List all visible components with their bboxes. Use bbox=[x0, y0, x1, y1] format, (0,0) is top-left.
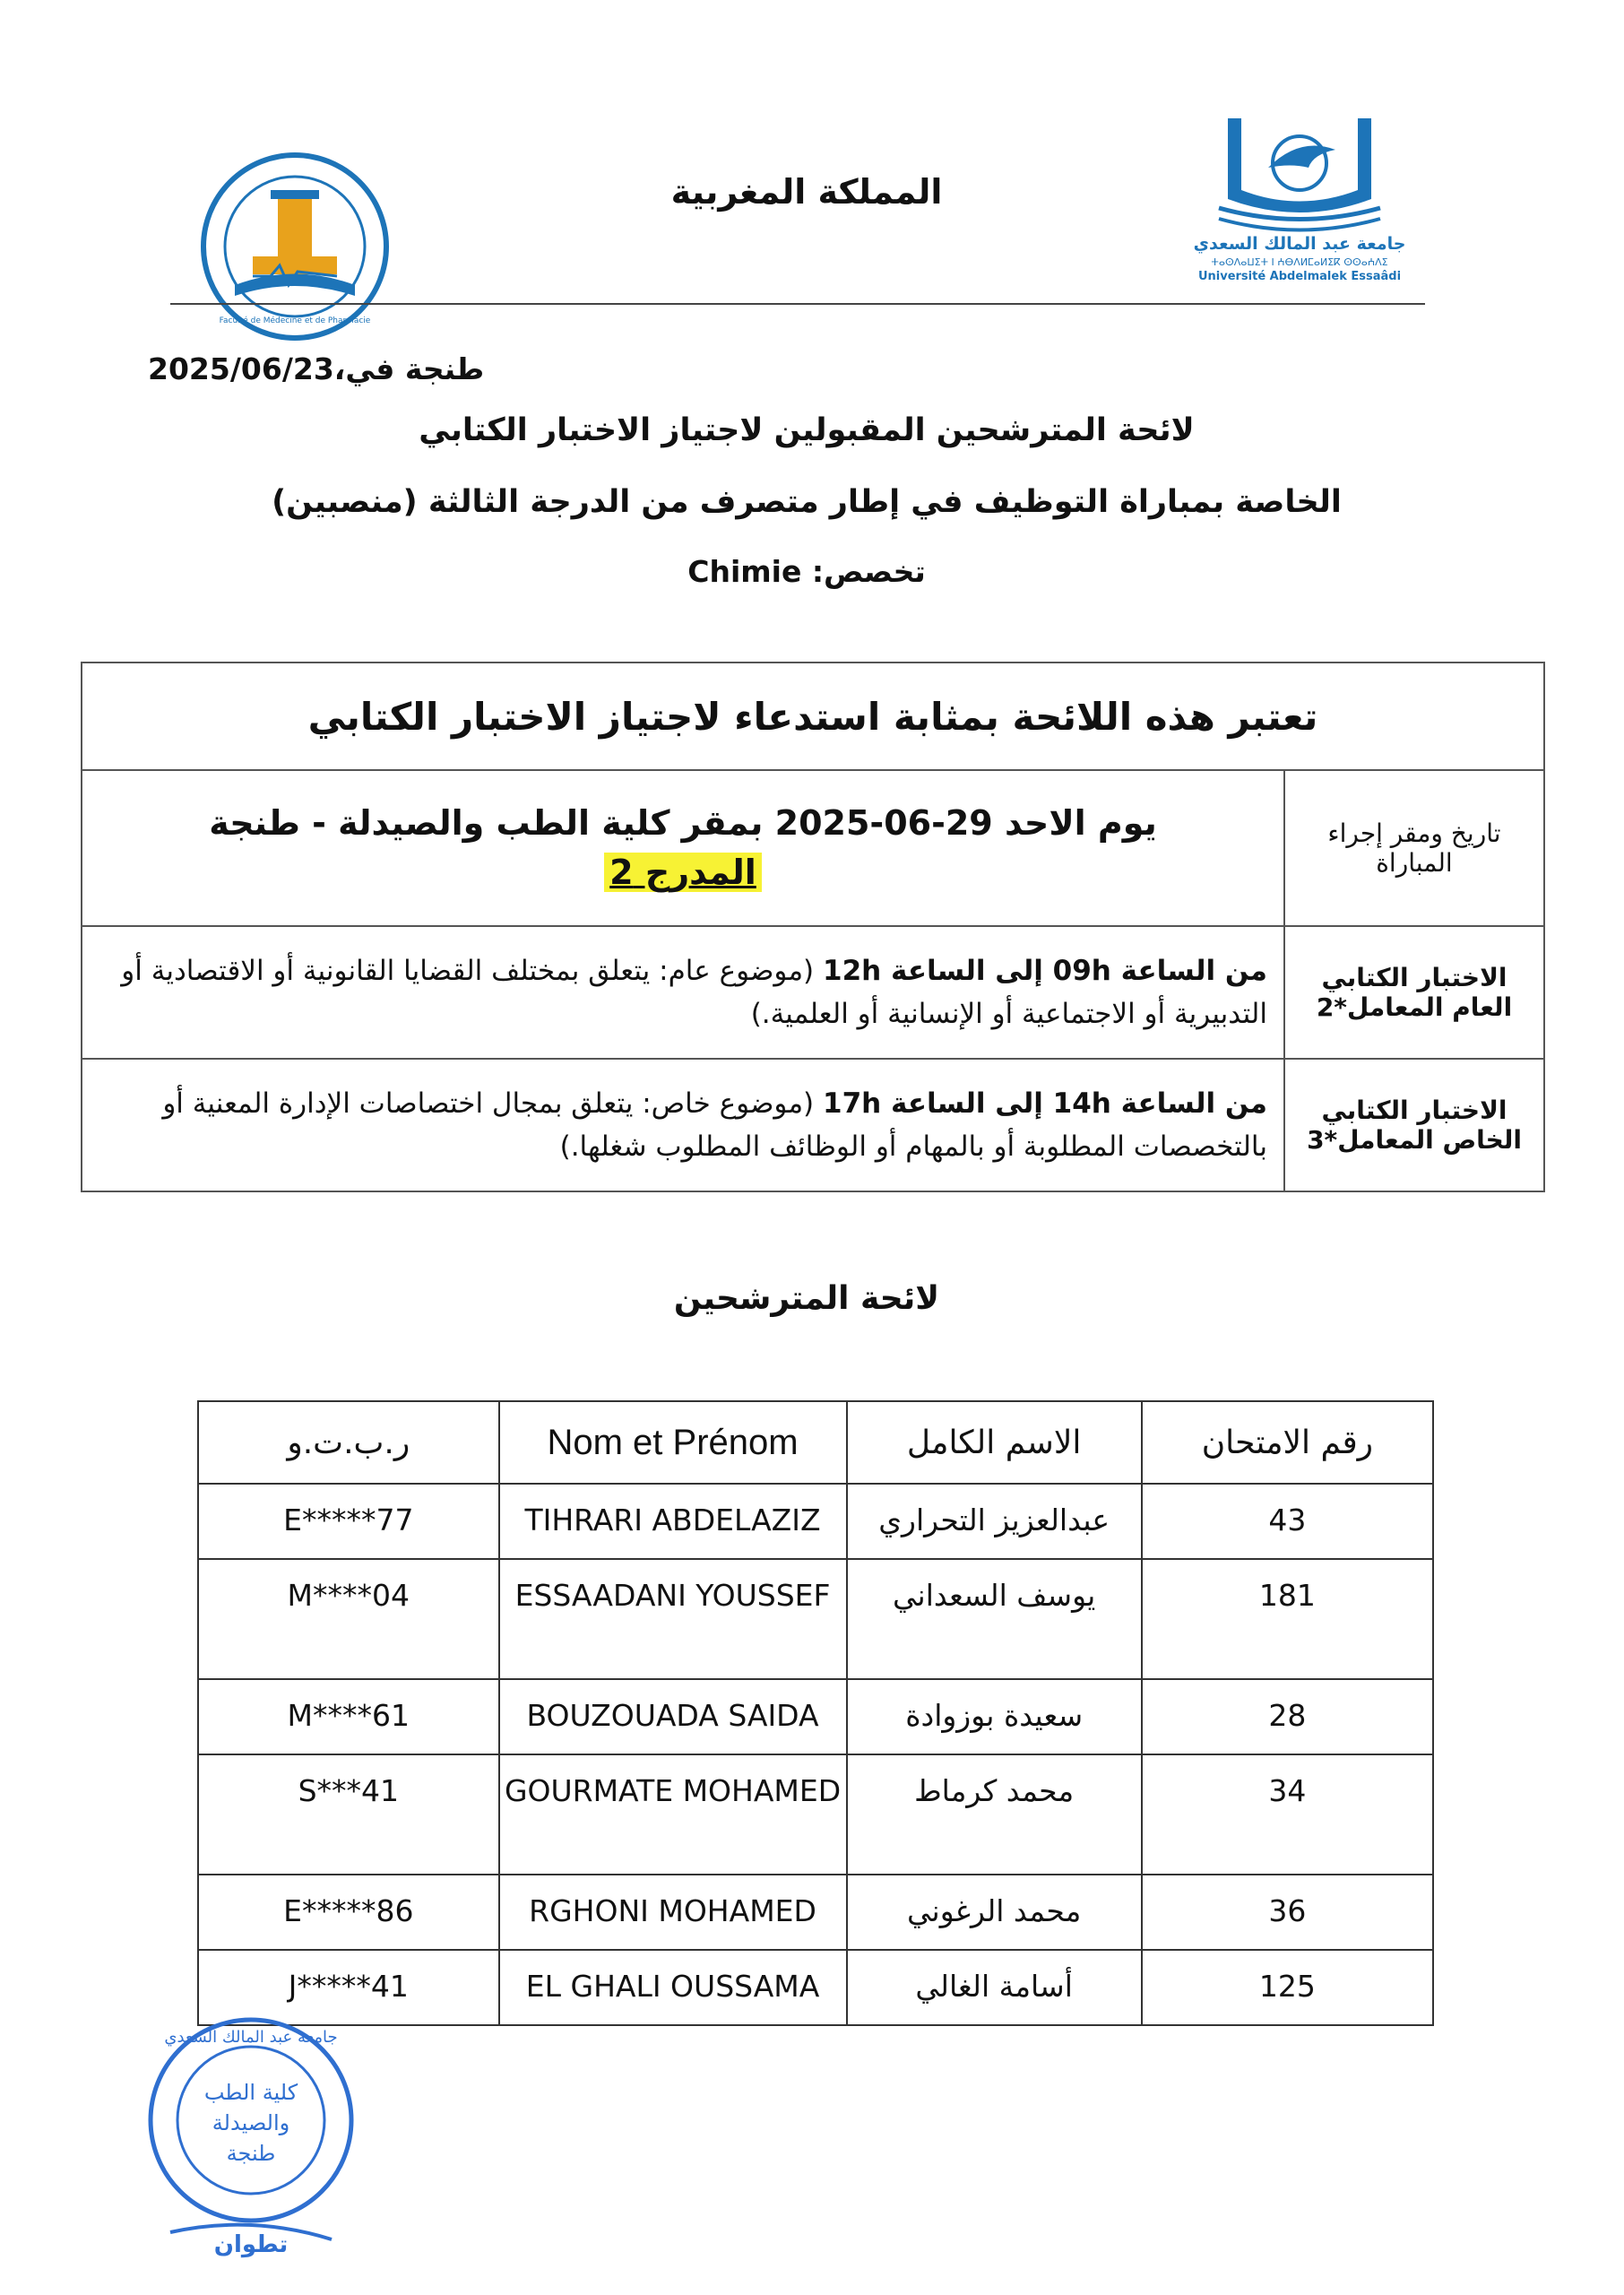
id-number: J*****41 bbox=[198, 1950, 499, 2025]
exam-info-table bbox=[81, 662, 1545, 1192]
id-number: S***41 bbox=[198, 1754, 499, 1875]
official-stamp bbox=[134, 2008, 367, 2268]
special-exam-cell bbox=[82, 1059, 1284, 1191]
column-header-id-number: ر.ب.ت.و bbox=[198, 1401, 499, 1484]
name-french: RGHONI MOHAMED bbox=[499, 1875, 847, 1950]
id-number: E*****77 bbox=[198, 1484, 499, 1559]
id-number: M****61 bbox=[198, 1679, 499, 1754]
table-row bbox=[198, 1950, 1433, 2025]
name-arabic: يوسف السعداني bbox=[847, 1559, 1142, 1679]
candidates-heading: لائحة المترشحين bbox=[673, 1280, 940, 1317]
special-exam-description: (موضوع خاص: يتعلق بمجال اختصاصات الإدارة المعنية أو بالتخصصات المطلوبة أو بالمهام أو الوظائف المطلوب شغلها.) bbox=[162, 1087, 1267, 1163]
name-arabic: أسامة الغالي bbox=[847, 1950, 1142, 2025]
name-french: ESSAADANI YOUSSEF bbox=[499, 1559, 847, 1679]
stamp-line-2: والصيدلة bbox=[212, 2110, 290, 2135]
specialty: تخصص: Chimie bbox=[687, 554, 926, 589]
university-logo bbox=[1165, 100, 1434, 289]
name-french: BOUZOUADA SAIDA bbox=[499, 1679, 847, 1754]
faculty-logo bbox=[199, 151, 391, 342]
name-arabic: محمد الرغوني bbox=[847, 1875, 1142, 1950]
candidates-table bbox=[197, 1400, 1434, 2026]
name-french: EL GHALI OUSSAMA bbox=[499, 1950, 847, 2025]
exam-number: 43 bbox=[1142, 1484, 1433, 1559]
amphitheater-label: المدرج 2 bbox=[604, 853, 762, 892]
id-number: E*****86 bbox=[198, 1875, 499, 1950]
table-row bbox=[198, 1875, 1433, 1950]
stamp-city: تطوان bbox=[213, 2231, 289, 2258]
special-exam-label: الاختبار الكتابي الخاص المعامل*3 bbox=[1284, 1059, 1544, 1191]
stamp-ring-text: جامعة عبد المالك السعدي bbox=[164, 2028, 338, 2047]
column-header-full-name-ar: الاسم الكامل bbox=[847, 1401, 1142, 1484]
stamp-line-3: طنجة bbox=[226, 2141, 276, 2166]
date-place-cell bbox=[82, 770, 1284, 926]
exam-number: 181 bbox=[1142, 1559, 1433, 1679]
date-place-label: تاريخ ومقر إجراء المباراة bbox=[1284, 770, 1544, 926]
general-exam-cell bbox=[82, 926, 1284, 1059]
general-exam-description: (موضوع عام: يتعلق بمختلف القضايا القانونية أو الاقتصادية أو التدبيرية أو الاجتماعية أو الإنسانية أو العلمية.) bbox=[121, 954, 1267, 1030]
table-row bbox=[198, 1679, 1433, 1754]
general-exam-label: الاختبار الكتابي العام المعامل*2 bbox=[1284, 926, 1544, 1059]
faculty-logo-text: Faculté de Médecine et de Pharmacie bbox=[219, 316, 371, 325]
university-name-arabic: جامعة عبد المالك السعدي bbox=[1193, 234, 1406, 254]
name-french: TIHRARI ABDELAZIZ bbox=[499, 1484, 847, 1559]
table-row bbox=[198, 1754, 1433, 1875]
special-exam-time: من الساعة 14h إلى الساعة 17h bbox=[823, 1087, 1267, 1120]
university-name-tifinagh: ⵜⴰⵙⴷⴰⵡⵉⵜ ⵏ ⵄⴱⴷⵍⵎⴰⵍⵉⴽ ⵙⵙⴰⵄⴷⵉ bbox=[1211, 256, 1388, 268]
name-arabic: عبدالعزيز التحراري bbox=[847, 1484, 1142, 1559]
table-row bbox=[198, 1559, 1433, 1679]
table-row bbox=[198, 1484, 1433, 1559]
city-date: طنجة في،2025/06/23 bbox=[148, 351, 485, 386]
id-number: M****04 bbox=[198, 1559, 499, 1679]
convocation-banner: تعتبر هذه اللائحة بمثابة استدعاء لاجتياز الاختبار الكتابي bbox=[82, 663, 1544, 770]
name-french: GOURMATE MOHAMED bbox=[499, 1754, 847, 1875]
exam-number: 36 bbox=[1142, 1875, 1433, 1950]
general-exam-time: من الساعة 09h إلى الساعة 12h bbox=[823, 954, 1267, 987]
column-header-exam-number: رقم الامتحان bbox=[1142, 1401, 1433, 1484]
column-header-full-name-fr: Nom et Prénom bbox=[499, 1401, 847, 1484]
document-title: لائحة المترشحين المقبولين لاجتياز الاختبار الكتابي bbox=[419, 412, 1195, 448]
name-arabic: سعيدة بوزوادة bbox=[847, 1679, 1142, 1754]
stamp-line-1: كلية الطب bbox=[203, 2080, 298, 2105]
date-place-value: يوم الاحد 29-06-2025 بمقر كلية الطب والصيدلة - طنجة bbox=[209, 802, 1157, 843]
candidates-header-row bbox=[198, 1401, 1433, 1484]
exam-number: 125 bbox=[1142, 1950, 1433, 2025]
document-subtitle: الخاصة بمباراة التوظيف في إطار متصرف من الدرجة الثالثة (منصبين) bbox=[272, 484, 1342, 520]
name-arabic: محمد كرماط bbox=[847, 1754, 1142, 1875]
university-name-french: Université Abdelmalek Essaâdi bbox=[1197, 270, 1402, 283]
exam-number: 28 bbox=[1142, 1679, 1433, 1754]
exam-number: 34 bbox=[1142, 1754, 1433, 1875]
kingdom-heading: المملكة المغربية bbox=[670, 172, 943, 212]
header-divider bbox=[170, 303, 1425, 305]
